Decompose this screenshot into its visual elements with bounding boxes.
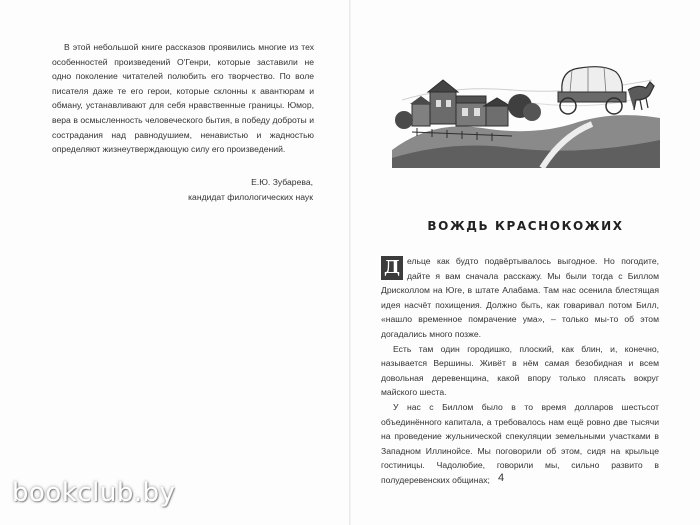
- page-number: 4: [498, 472, 505, 484]
- signature-title: кандидат филологических наук: [188, 192, 313, 202]
- story-paragraph: У нас с Биллом было в то время долларов шестьсот объединённого капитала, а требовалось нам ещё ровно две тысячи на проведение жульнической спекуляции земельными участками в Западном Иллинойсе. Мы поговорили об этом, сидя на крыльце гостиницы. Чадолюбие, говорили мы, сильно развито в полудеревенских общинах;: [381, 401, 659, 485]
- left-page: [0, 0, 349, 525]
- watermark-logo: bookclub.by: [12, 478, 176, 508]
- signature-name: Е.Ю. Зубарева,: [251, 177, 313, 187]
- wild-west-town-illustration: [392, 40, 660, 168]
- story-paragraph-text: ельце как будто подвёртывалось выгодное. Но погодите, дайте я вам сначала расскажу. Мы были тогда с Биллом Дрисколлом на Юге, в штате Алабама. Там нас осенила блестящая идея насчёт похищения. Должно быть, как говаривал потом Билл, «нашло временное помрачение ума», – только мы-то об этом догадались много позже.: [381, 256, 659, 339]
- story-title: ВОЖДЬ КРАСНОКОЖИХ: [427, 219, 624, 233]
- story-body: [381, 254, 659, 488]
- story-paragraph: [381, 254, 659, 342]
- story-paragraph: Есть там один городишко, плоский, как блин, и, конечно, называется Вершины. Живёт в нём самая безобидная и всем довольная деревенщина, какой впору только плясать вокруг майского шеста.: [381, 343, 659, 398]
- intro-paragraph: В этой небольшой книге рассказов проявились многие из тех особенностей произведений О'Генри, которые заставили не одно поколение читателей полюбить его творчество. По воле писателя даже те его герои, которые склонны к авантюрам и обману, устанавливают для себя нравственные границы. Юмор, вера в осмысленность человеческого бытия, в победу доброты и сострадания над равнодушием, ненавистью и жадностью определяют жизнеутверждающую силу его произведений.: [52, 42, 314, 155]
- drop-cap: Д: [381, 256, 403, 280]
